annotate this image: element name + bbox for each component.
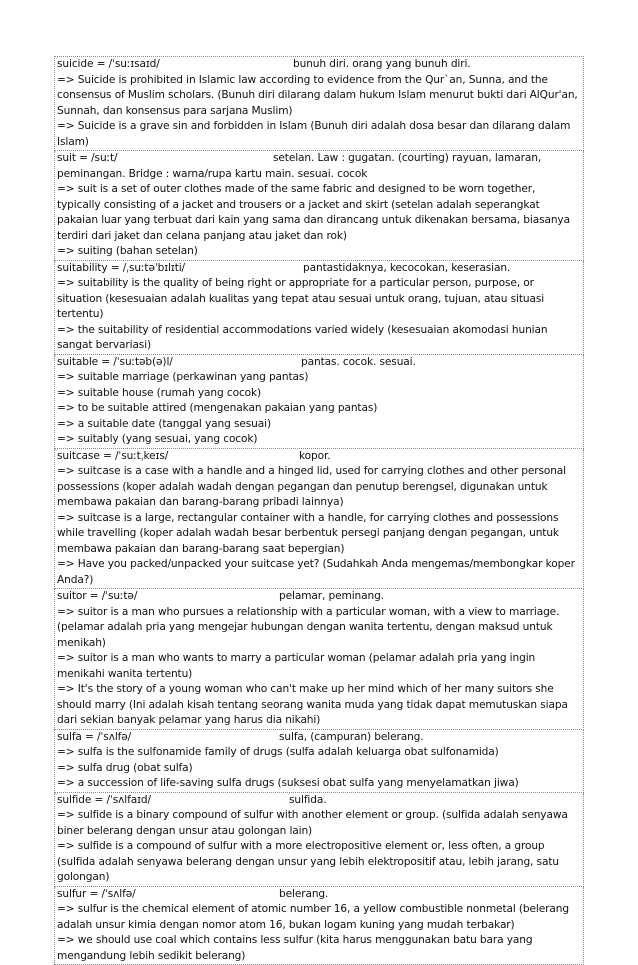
headword: suicide = /ˈsuːɪsaɪd/ xyxy=(57,57,160,73)
example-line: => a suitable date (tanggal yang sesuai) xyxy=(57,417,581,433)
example-line: => Suicide is a grave sin and forbidden in Islam (Bunuh diri adalah dosa besar dan dilarang dalam Islam) xyxy=(57,119,581,150)
dictionary-page xyxy=(54,56,584,965)
dictionary-entry xyxy=(54,887,584,965)
example-line: => sulfide is a binary compound of sulfur with another element or group. (sulfida adalah senyawa biner belerang dengan unsur atau golongan lain) xyxy=(57,808,581,839)
example-line: => we should use coal which contains less sulfur (kita harus menggunakan batu bara yang mengandung lebih sedikit belerang) xyxy=(57,933,581,964)
headword: suitor = /ˈsuːtə/ xyxy=(57,589,137,605)
example-line: => sulfa drug (obat sulfa) xyxy=(57,761,581,777)
meaning-block: pantastidaknya, kecocokan, keserasian. xyxy=(57,261,581,277)
example-line: => suit is a set of outer clothes made of the same fabric and designed to be worn together, typically consisting of a jacket and trousers or a jacket and skirt (setelan adalah seperangkat pakaian luar yang terbuat dari kain yang sama dan dirancang untuk dikenakan bersama, biasanya terdiri dari jaket dan celana panjang atau jaket dan rok) xyxy=(57,182,581,244)
meaning-block: sulfida. xyxy=(57,793,581,809)
example-line: => the suitability of residential accommodations varied widely (kesesuaian akomodasi hunian sangat bervariasi) xyxy=(57,323,581,354)
example-line: => suitor is a man who wants to marry a particular woman (pelamar adalah pria yang ingin menikahi wanita tertentu) xyxy=(57,651,581,682)
example-line: => suitable house (rumah yang cocok) xyxy=(57,386,581,402)
meaning-block: setelan. Law : gugatan. (courting) rayuan, lamaran, peminangan. Bridge : warna/rupa kartu main. sesuai. cocok xyxy=(57,151,581,182)
dictionary-entry xyxy=(54,589,584,730)
headword: suit = /suːt/ xyxy=(57,151,117,167)
meaning-block: belerang. xyxy=(57,887,581,903)
dictionary-entry xyxy=(54,730,584,793)
example-line: => suitability is the quality of being right or appropriate for a particular person, purpose, or situation (kesesuaian adalah kualitas yang tepat atau sesuai untuk orang, tujuan, atau situasi tertentu) xyxy=(57,276,581,323)
dictionary-entry xyxy=(54,793,584,887)
example-line: => suitcase is a case with a handle and a hinged lid, used for carrying clothes and other personal possessions (koper adalah wadah dengan pegangan dan penutup berengsel, digunakan untuk membawa pakaian dan barang-barang pribadi lainnya) xyxy=(57,464,581,511)
example-line: => Suicide is prohibited in Islamic law according to evidence from the Qur`an, Sunna, and the consensus of Muslim scholars. (Bunuh diri dilarang dalam hukum Islam menurut bukti dari AlQur'an, Sunnah, dan konsensus para sarjana Muslim) xyxy=(57,73,581,120)
headword: sulfide = /ˈsʌlfaɪd/ xyxy=(57,793,151,809)
example-line: => sulfide is a compound of sulfur with a more electropositive element or, less often, a group (sulfida adalah senyawa belerang dengan unsur yang lebih elektropositif atau, lebih jarang, satu golongan) xyxy=(57,839,581,886)
dictionary-entry xyxy=(54,355,584,449)
dictionary-entry xyxy=(54,449,584,590)
example-line: => suitably (yang sesuai, yang cocok) xyxy=(57,432,581,448)
example-line: => suitable marriage (perkawinan yang pantas) xyxy=(57,370,581,386)
example-line: => sulfa is the sulfonamide family of drugs (sulfa adalah keluarga obat sulfonamida) xyxy=(57,745,581,761)
dictionary-entry xyxy=(54,151,584,261)
meaning-block: pantas. cocok. sesuai. xyxy=(57,355,581,371)
meaning-block: kopor. xyxy=(57,449,581,465)
example-line: => a succession of life-saving sulfa drugs (suksesi obat sulfa yang menyelamatkan jiwa) xyxy=(57,776,581,792)
headword: sulfur = /ˈsʌlfə/ xyxy=(57,887,136,903)
headword: suitable = /ˈsuːtəb(ə)l/ xyxy=(57,355,173,371)
example-line: => suitcase is a large, rectangular container with a handle, for carrying clothes and possessions while travelling (koper adalah wadah besar berbentuk persegi panjang dengan pegangan, untuk membawa pakaian dan barang-barang saat bepergian) xyxy=(57,511,581,558)
dictionary-entry xyxy=(54,261,584,355)
dictionary-entry xyxy=(54,56,584,151)
example-line: => Have you packed/unpacked your suitcase yet? (Sudahkah Anda mengemas/membongkar koper Anda?) xyxy=(57,557,581,588)
example-line: => suiting (bahan setelan) xyxy=(57,244,581,260)
meaning-block: bunuh diri. orang yang bunuh diri. xyxy=(57,57,581,73)
example-line: => suitor is a man who pursues a relationship with a particular woman, with a view to marriage. (pelamar adalah pria yang mengejar hubungan dengan wanita tertentu, dengan maksud untuk menikah) xyxy=(57,605,581,652)
meaning-block: sulfa, (campuran) belerang. xyxy=(57,730,581,746)
example-line: => to be suitable attired (mengenakan pakaian yang pantas) xyxy=(57,401,581,417)
meaning-block: pelamar, peminang. xyxy=(57,589,581,605)
headword: suitability = /ˌsuːtəˈbɪlɪti/ xyxy=(57,261,185,277)
headword: sulfa = /ˈsʌlfə/ xyxy=(57,730,131,746)
headword: suitcase = /ˈsuːtˌkeɪs/ xyxy=(57,449,168,465)
example-line: => It's the story of a young woman who can't make up her mind which of her many suitors she should marry (Ini adalah kisah tentang seorang wanita muda yang tidak dapat memutuskan siapa dari sekian banyak pelamar yang harus dia nikahi) xyxy=(57,682,581,729)
example-line: => sulfur is the chemical element of atomic number 16, a yellow combustible nonmetal (belerang adalah unsur kimia dengan nomor atom 16, bukan logam kuning yang mudah terbakar) xyxy=(57,902,581,933)
